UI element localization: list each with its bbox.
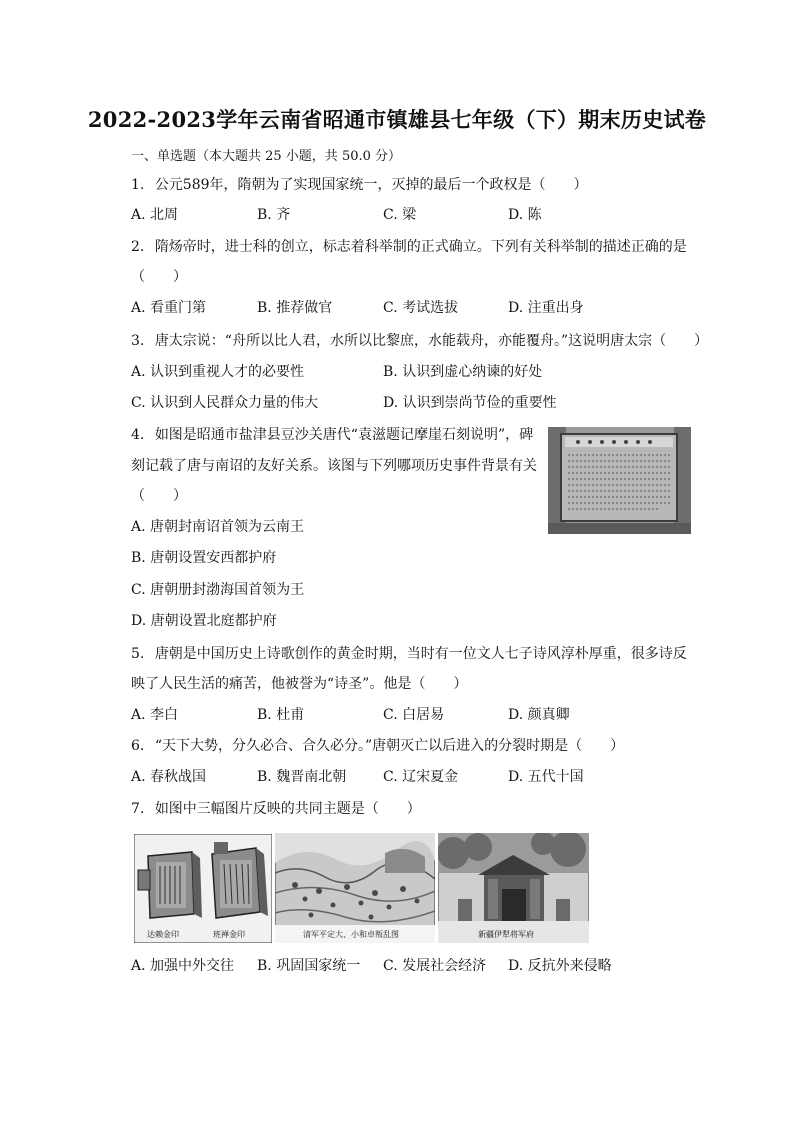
- question-text: 如图是昭通市盐津县豆沙关唐代“袁滋题记摩崖石刻说明”，碑: [154, 427, 534, 443]
- caption-panchen-seal: 班禅金印: [213, 930, 245, 939]
- question-text: 唐朝是中国历史上诗歌创作的黄金时期，当时有一位文人七子诗风淳朴厚重，很多诗反: [154, 646, 687, 662]
- option-c: C. 发展社会经济: [383, 958, 487, 974]
- option-a: A. 春秋战国: [131, 769, 207, 785]
- option-c: C. 唐朝册封渤海国首领为王: [131, 582, 305, 598]
- option-c: C. 认识到人民群众力量的伟大: [131, 395, 319, 411]
- question-7: [131, 799, 421, 819]
- question-number: 7.: [131, 801, 145, 817]
- question-text-continued: 映了人民生活的痛苦，他被誉为“诗圣”。他是（ ）: [131, 676, 468, 692]
- caption-battle: 清军平定大、小和卓叛乱图: [303, 930, 399, 939]
- option-c: C. 考试选拔: [383, 300, 459, 316]
- option-b: B. 认识到虚心纳谏的好处: [383, 364, 543, 380]
- stone-tablet-photo: [548, 427, 691, 534]
- question-text-continued: （ ）: [131, 488, 187, 504]
- question-5: [131, 644, 687, 664]
- option-b: B. 齐: [257, 207, 291, 223]
- gold-seals-photo: [134, 834, 272, 943]
- question-text-continued: 刻记载了唐与南诏的友好关系。该图与下列哪项历史事件背景有关: [131, 458, 537, 474]
- question-number: 5.: [131, 646, 145, 662]
- option-c: C. 梁: [383, 207, 417, 223]
- battle-painting-photo: [275, 833, 435, 943]
- option-a: A. 看重门第: [131, 300, 207, 316]
- option-b: B. 杜甫: [257, 707, 305, 723]
- question-2: [131, 237, 687, 257]
- question-1: [131, 175, 588, 195]
- question-6: [131, 736, 624, 756]
- caption-dalai-seal: 达赖金印: [147, 930, 179, 939]
- question-number: 2.: [131, 239, 145, 255]
- question-number: 1.: [131, 177, 145, 193]
- question-3: [131, 331, 708, 351]
- ili-mansion-photo: [438, 833, 589, 943]
- question-text: “天下大势，分久必合、合久必分。”唐朝灭亡以后进入的分裂时期是（ ）: [154, 738, 625, 754]
- option-b: B. 巩固国家统一: [257, 958, 361, 974]
- option-d: D. 注重出身: [508, 300, 584, 316]
- exam-title: 2022-2023学年云南省昭通市镇雄县七年级（下）期末历史试卷: [87, 107, 707, 132]
- question-text-continued: （ ）: [131, 269, 187, 285]
- option-d: D. 反抗外来侵略: [508, 958, 612, 974]
- option-a: A. 认识到重视人才的必要性: [131, 364, 305, 380]
- question-number: 3.: [131, 333, 145, 349]
- question-4: [131, 425, 533, 445]
- option-d: D. 唐朝设置北庭都护府: [131, 613, 277, 629]
- question-number: 4.: [131, 427, 145, 443]
- option-d: D. 五代十国: [508, 769, 584, 785]
- option-a: A. 加强中外交往: [131, 958, 235, 974]
- option-d: D. 陈: [508, 207, 542, 223]
- option-b: B. 魏晋南北朝: [257, 769, 347, 785]
- option-d: D. 颜真卿: [508, 707, 570, 723]
- question-text: 公元589年，隋朝为了实现国家统一，灭掉的最后一个政权是（ ）: [154, 177, 588, 193]
- question-number: 6.: [131, 738, 145, 754]
- option-c: C. 辽宋夏金: [383, 769, 459, 785]
- caption-ili-mansion: 新疆伊犁将军府: [478, 930, 534, 939]
- question-text: 隋炀帝时，进士科的创立，标志着科举制的正式确立。下列有关科举制的描述正确的是: [154, 239, 687, 255]
- option-d: D. 认识到崇尚节俭的重要性: [383, 395, 557, 411]
- question-text: 如图中三幅图片反映的共同主题是（ ）: [154, 801, 421, 817]
- option-a: A. 唐朝封南诏首领为云南王: [131, 519, 305, 535]
- option-c: C. 白居易: [383, 707, 445, 723]
- option-a: A. 北周: [131, 207, 179, 223]
- option-b: B. 唐朝设置安西都护府: [131, 550, 277, 566]
- option-a: A. 李白: [131, 707, 179, 723]
- section-heading: 一、单选题（本大题共 25 小题，共 50.0 分）: [131, 149, 402, 164]
- option-b: B. 推荐做官: [257, 300, 333, 316]
- question-text: 唐太宗说：“舟所以比人君，水所以比黎庶，水能载舟，亦能覆舟。”这说明唐太宗（ ）: [154, 333, 709, 349]
